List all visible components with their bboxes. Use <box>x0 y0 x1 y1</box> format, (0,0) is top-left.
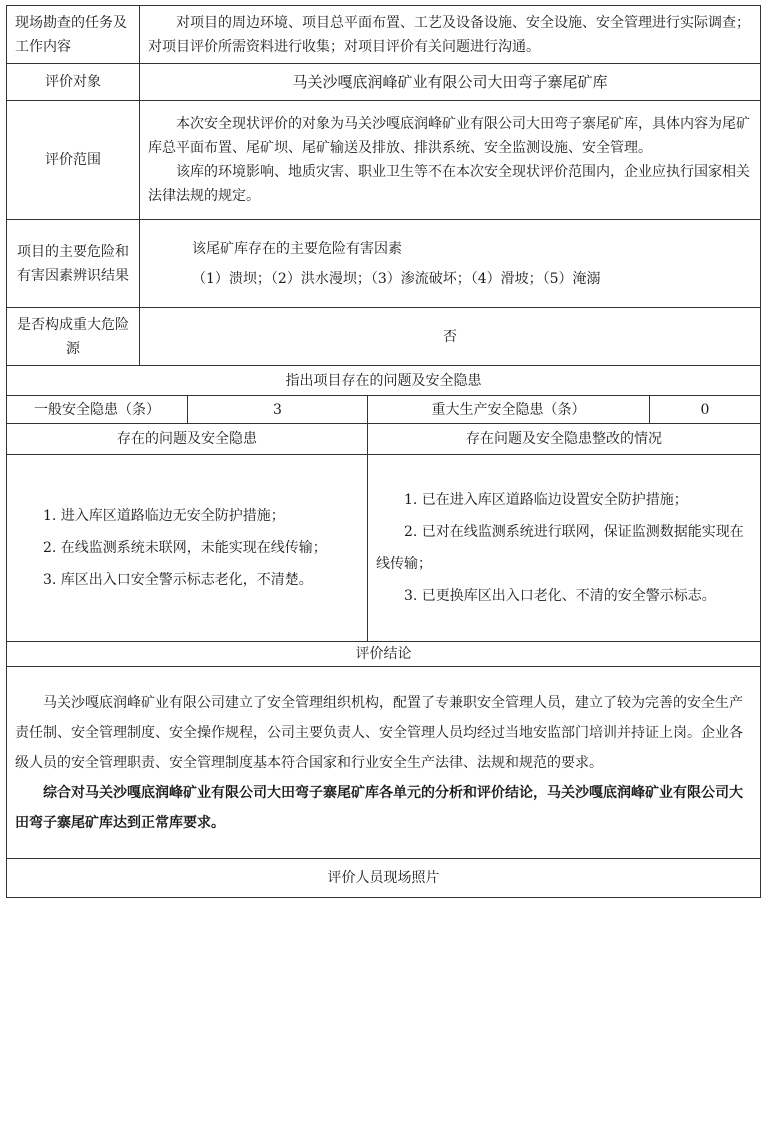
conclusion-text <box>7 667 761 859</box>
evaluation-table <box>6 5 761 898</box>
major-hazard-count-label: 重大生产安全隐患（条） <box>368 396 650 424</box>
survey-text <box>140 6 761 64</box>
hazards-label: 项目的主要危险和有害因素辨识结果 <box>7 220 140 308</box>
major-hazard-label: 是否构成重大危险源 <box>7 308 140 366</box>
scope-paragraph-1: 本次安全现状评价的对象为马关沙嘎底润峰矿业有限公司大田弯子寨尾矿库，具体内容为尾矿库总平面布置、尾矿坝、尾矿输送及排放、排洪系统、安全监测设施、安全管理。 <box>148 116 750 156</box>
object-label: 评价对象 <box>7 64 140 101</box>
general-hazard-label: 一般安全隐患（条） <box>7 396 188 424</box>
hazards-intro: 该尾矿库存在的主要危险有害因素 <box>192 240 402 257</box>
problems-header: 存在的问题及安全隐患 <box>7 424 368 455</box>
rectify-item: 2. 已对在线监测系统进行联网，保证监测数据能实现在线传输； <box>376 524 744 572</box>
problem-item: 2. 在线监测系统未联网，未能实现在线传输； <box>43 540 327 556</box>
issues-header: 指出项目存在的问题及安全隐患 <box>7 366 761 396</box>
scope-text <box>140 101 761 220</box>
scope-label: 评价范围 <box>7 101 140 220</box>
problem-item: 3. 库区出入口安全警示标志老化，不清楚。 <box>43 572 313 588</box>
object-value: 马关沙嘎底润峰矿业有限公司大田弯子寨尾矿库 <box>140 64 761 101</box>
rectify-header: 存在问题及安全隐患整改的情况 <box>368 424 761 455</box>
major-hazard-count: 0 <box>650 396 761 424</box>
major-hazard-value: 否 <box>140 308 761 366</box>
hazards-list: （1）溃坝；（2）洪水漫坝；（3）渗流破坏；（4）滑坡；（5）淹溺 <box>192 270 601 287</box>
rectify-item: 1. 已在进入库区道路临边设置安全防护措施； <box>404 492 688 508</box>
problem-item: 1. 进入库区道路临边无安全防护措施； <box>43 508 285 524</box>
conclusion-header: 评价结论 <box>7 642 761 667</box>
rectify-item: 3. 已更换库区出入口老化、不清的安全警示标志。 <box>404 588 716 604</box>
survey-paragraph: 对项目的周边环境、项目总平面布置、工艺及设备设施、安全设施、安全管理进行实际调查；对项目评价所需资料进行收集；对项目评价有关问题进行沟通。 <box>148 14 750 55</box>
scope-paragraph-2: 该库的环境影响、地质灾害、职业卫生等不在本次安全现状评价范围内，企业应执行国家相关法律法规的规定。 <box>148 164 750 204</box>
hazards-text <box>140 220 761 308</box>
rectify-list <box>368 455 761 642</box>
photos-header: 评价人员现场照片 <box>7 859 761 898</box>
general-hazard-count: 3 <box>188 396 368 424</box>
survey-label: 现场勘查的任务及工作内容 <box>7 6 140 64</box>
conclusion-paragraph-1: 马关沙嘎底润峰矿业有限公司建立了安全管理组织机构，配置了专兼职安全管理人员，建立了较为完善的安全生产责任制、安全管理制度、安全操作规程，公司主要负责人、安全管理人员均经过当地安监部门培训并持证上岗。企业各级人员的安全管理职责、安全管理制度基本符合国家和行业安全生产法律、法规和规范的要求。 <box>15 694 743 771</box>
conclusion-paragraph-2: 综合对马关沙嘎底润峰矿业有限公司大田弯子寨尾矿库各单元的分析和评价结论，马关沙嘎底润峰矿业有限公司大田弯子寨尾矿库达到正常库要求。 <box>15 784 743 831</box>
problems-list <box>7 455 368 642</box>
